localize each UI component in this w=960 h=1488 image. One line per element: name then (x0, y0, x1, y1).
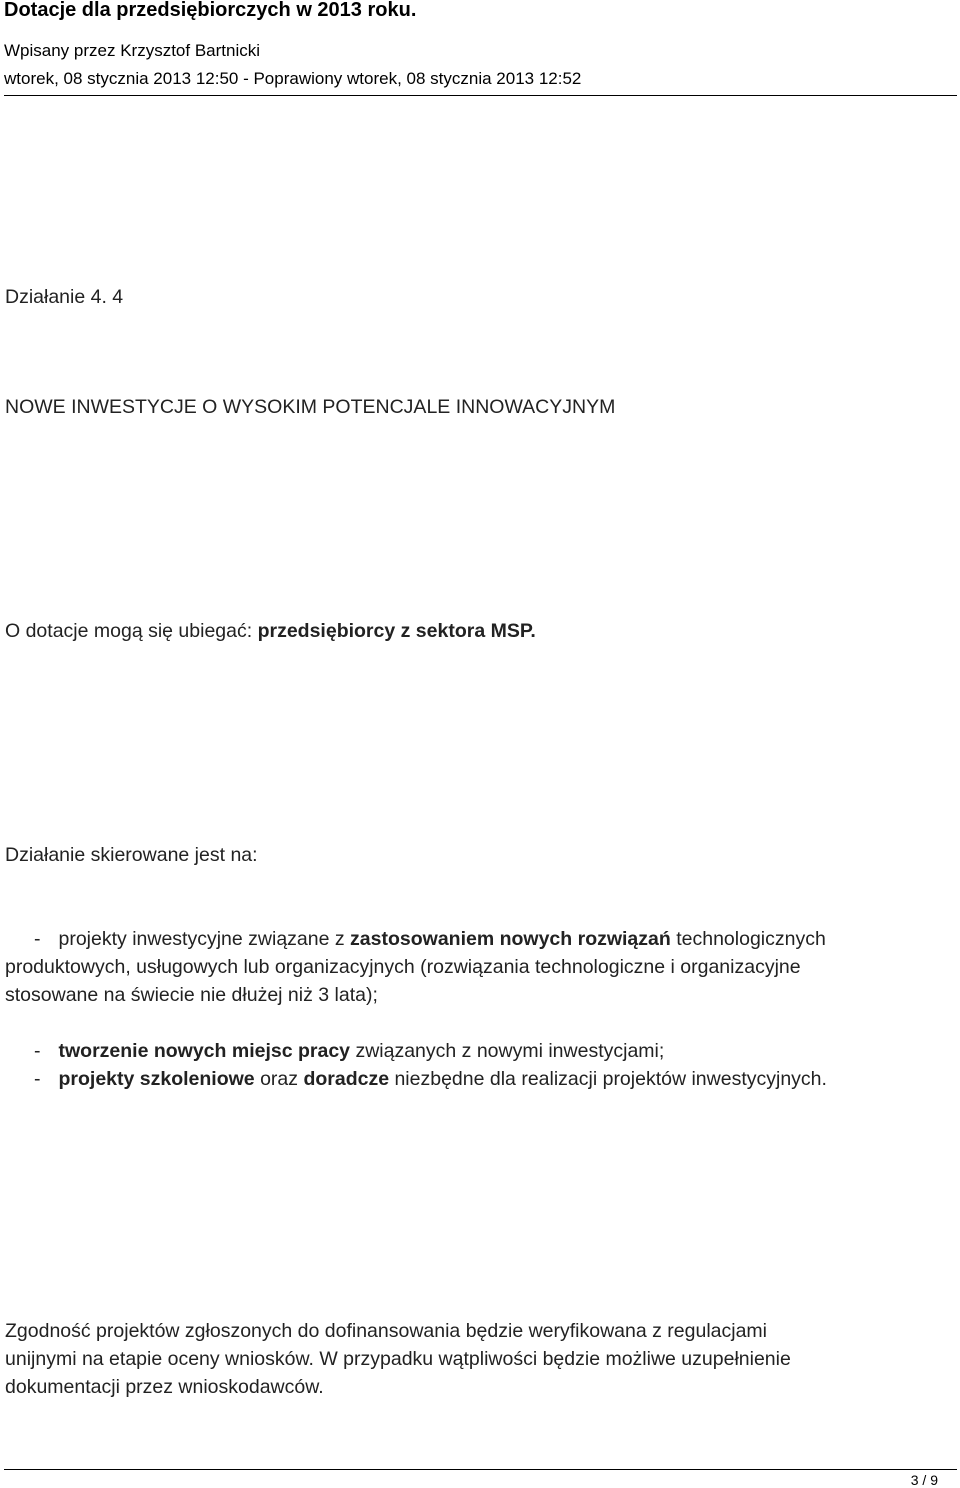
footer-divider (4, 1469, 957, 1470)
action-title: NOWE INWESTYCJE O WYSOKIM POTENCJALE INNOWACYJNYM (5, 396, 616, 418)
closing-line-2: unijnymi na etapie oceny wniosków. W przypadku wątpliwości będzie możliwe uzupełnienie (5, 1348, 791, 1370)
page-number: 3 / 9 (910, 1472, 938, 1488)
eligibility-target: przedsiębiorcy z sektora MSP. (257, 620, 536, 642)
item-3-bold-a: projekty szkoleniowe (58, 1068, 255, 1090)
closing-line-1: Zgodność projektów zgłoszonych do dofinansowania będzie weryfikowana z regulacjami (5, 1320, 768, 1342)
list-dash: - (34, 1068, 41, 1090)
list-item-2 (34, 1037, 664, 1065)
list-item-3 (34, 1065, 827, 1093)
dates-line: wtorek, 08 stycznia 2013 12:50 - Poprawiony wtorek, 08 stycznia 2013 12:52 (4, 69, 582, 88)
item-3-text-b: niezbędne dla realizacji projektów inwestycyjnych. (389, 1068, 827, 1090)
eligibility-prefix: O dotacje mogą się ubiegać: (5, 620, 258, 642)
item-3-text-a: oraz (254, 1068, 304, 1090)
closing-line-3: dokumentacji przez wnioskodawców. (5, 1376, 324, 1398)
eligibility-paragraph (5, 617, 536, 645)
list-item-1-line-2: produktowych, usługowych lub organizacyjnych (rozwiązania technologiczne i organizacyjne (5, 956, 801, 978)
directed-intro: Działanie skierowane jest na: (5, 844, 258, 866)
list-item-1-line-1 (34, 925, 826, 953)
item-3-bold-b: doradcze (303, 1068, 390, 1090)
action-number: Działanie 4. 4 (5, 286, 124, 308)
header-divider (4, 95, 957, 96)
list-dash: - (34, 1040, 41, 1062)
list-item-1-line-3: stosowane na świecie nie dłużej niż 3 lata); (5, 984, 378, 1006)
item-1-bold-a: zastosowaniem nowych rozwiązań (350, 928, 671, 950)
item-1-text-b: technologicznych (670, 928, 826, 950)
item-2-text-a: związanych z nowymi inwestycjami; (350, 1040, 665, 1062)
item-2-bold-a: tworzenie nowych miejsc pracy (58, 1040, 351, 1062)
author-line: Wpisany przez Krzysztof Bartnicki (4, 41, 261, 60)
item-1-text-a: projekty inwestycyjne związane z (58, 928, 351, 950)
document-title: Dotacje dla przedsiębiorczych w 2013 roku. (4, 0, 417, 21)
list-dash: - (34, 928, 41, 950)
